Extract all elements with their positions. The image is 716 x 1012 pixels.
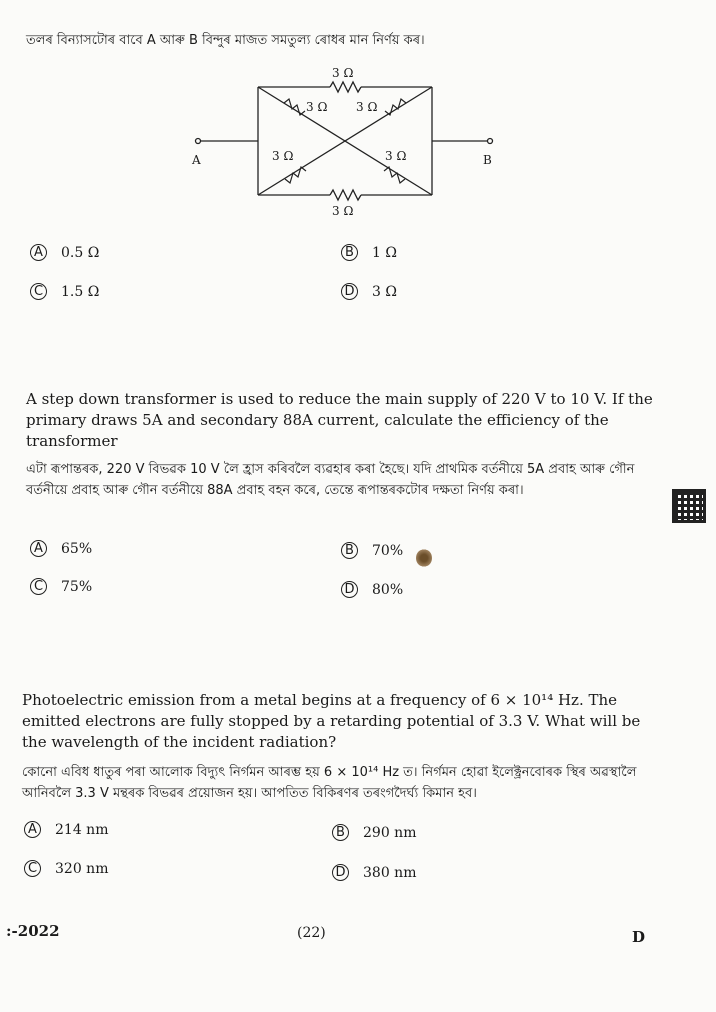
q3-option-a[interactable]	[24, 821, 108, 838]
node-a-label: A	[192, 153, 201, 167]
node-b-label: B	[483, 153, 492, 167]
q1-option-d[interactable]	[341, 283, 397, 300]
r-bottom-label: 3 Ω	[332, 204, 354, 218]
q3-text-en: Photoelectric emission from a metal begins at a frequency of 6 × 10¹⁴ Hz. The emitted electrons are fully stopped by a retarding potential of 3.3 V. What will be the wavelength of the incident radiation?	[22, 691, 641, 751]
q3-text-as: কোনো এবিধ ধাতুৰ পৰা আলোক বিদ্যুৎ নিৰ্গমন আৰম্ভ হয় 6 × 10¹⁴ Hz ত। নিৰ্গমন হোৱা ইলেক্ট্ৰনবোৰক স্থিৰ অৱস্থালৈ আনিবলৈ 3.3 V মন্থৰক বিভৱৰ প্ৰয়োজন হয়। আপতিত বিকিৰণৰ তৰংগদৈৰ্ঘ্য কিমান হব।	[22, 765, 637, 801]
footer-set-code: D	[632, 928, 646, 946]
footer-page-number: (22)	[297, 925, 326, 941]
q1-option-c[interactable]	[30, 283, 99, 300]
r-diag-bl-label: 3 Ω	[272, 149, 294, 163]
q2-option-d[interactable]	[341, 581, 403, 598]
q2-text-as: এটা ৰূপান্তৰক, 220 V বিভৱক 10 V লৈ হ্ৰাস কৰিবলৈ ব্যৱহাৰ কৰা হৈছে। যদি প্ৰাথমিক বৰ্তনীয়ে 5A প্ৰবাহ আৰু গৌন বৰ্তনীয়ে প্ৰবাহ আৰু গৌন বৰ্তনীয়ে 88A প্ৰবাহ বহন কৰে, তেন্তে ৰূপান্তৰকটোৰ দক্ষতা নিৰ্ণয় কৰা।	[26, 462, 635, 498]
q3-option-c[interactable]	[24, 860, 108, 877]
option-letter-d: D	[341, 581, 358, 598]
option-letter-d: D	[341, 283, 358, 300]
option-letter-b: B	[341, 542, 358, 559]
option-value: 320 nm	[55, 860, 109, 877]
option-value: 290 nm	[363, 824, 417, 841]
r-diag-tr-label: 3 Ω	[356, 100, 378, 114]
option-value: 75%	[61, 578, 93, 595]
option-letter-b: B	[332, 824, 349, 841]
footer-year: :-2022	[6, 922, 60, 940]
option-value: 70%	[372, 542, 404, 559]
q3-option-d[interactable]	[332, 864, 416, 881]
q2-option-c[interactable]	[30, 578, 92, 595]
option-value: 1.5 Ω	[61, 283, 100, 300]
option-value: 380 nm	[363, 864, 417, 881]
q2-option-a[interactable]	[30, 540, 92, 557]
option-letter-c: C	[24, 860, 41, 877]
option-value: 80%	[372, 581, 404, 598]
option-value: 65%	[61, 540, 93, 557]
q1-option-b[interactable]	[341, 244, 397, 261]
option-letter-c: C	[30, 283, 47, 300]
option-letter-a: A	[24, 821, 41, 838]
option-letter-b: B	[341, 244, 358, 261]
q1-option-a[interactable]	[30, 244, 99, 261]
option-letter-d: D	[332, 864, 349, 881]
option-value: 214 nm	[55, 821, 109, 838]
q2-text-en: A step down transformer is used to reduce the main supply of 220 V to 10 V. If the primary draws 5A and secondary 88A current, calculate the efficiency of the transformer	[26, 390, 653, 450]
option-value: 1 Ω	[372, 244, 397, 261]
r-diag-br-label: 3 Ω	[385, 149, 407, 163]
ink-stain-icon	[416, 549, 432, 567]
option-letter-c: C	[30, 578, 47, 595]
option-value: 0.5 Ω	[61, 244, 100, 261]
option-letter-a: A	[30, 540, 47, 557]
qr-code-icon	[672, 489, 706, 523]
q2-option-b[interactable]	[341, 542, 403, 559]
r-diag-tl-label: 3 Ω	[306, 100, 328, 114]
r-top-label: 3 Ω	[332, 66, 354, 80]
q1-circuit-diagram	[180, 62, 510, 222]
q1-text: তলৰ বিন্যাসটোৰ বাবে A আৰু B বিন্দুৰ মাজত সমতুল্য ৰোধৰ মান নিৰ্ণয় কৰ।	[26, 33, 425, 48]
q3-option-b[interactable]	[332, 824, 416, 841]
option-letter-a: A	[30, 244, 47, 261]
option-value: 3 Ω	[372, 283, 397, 300]
